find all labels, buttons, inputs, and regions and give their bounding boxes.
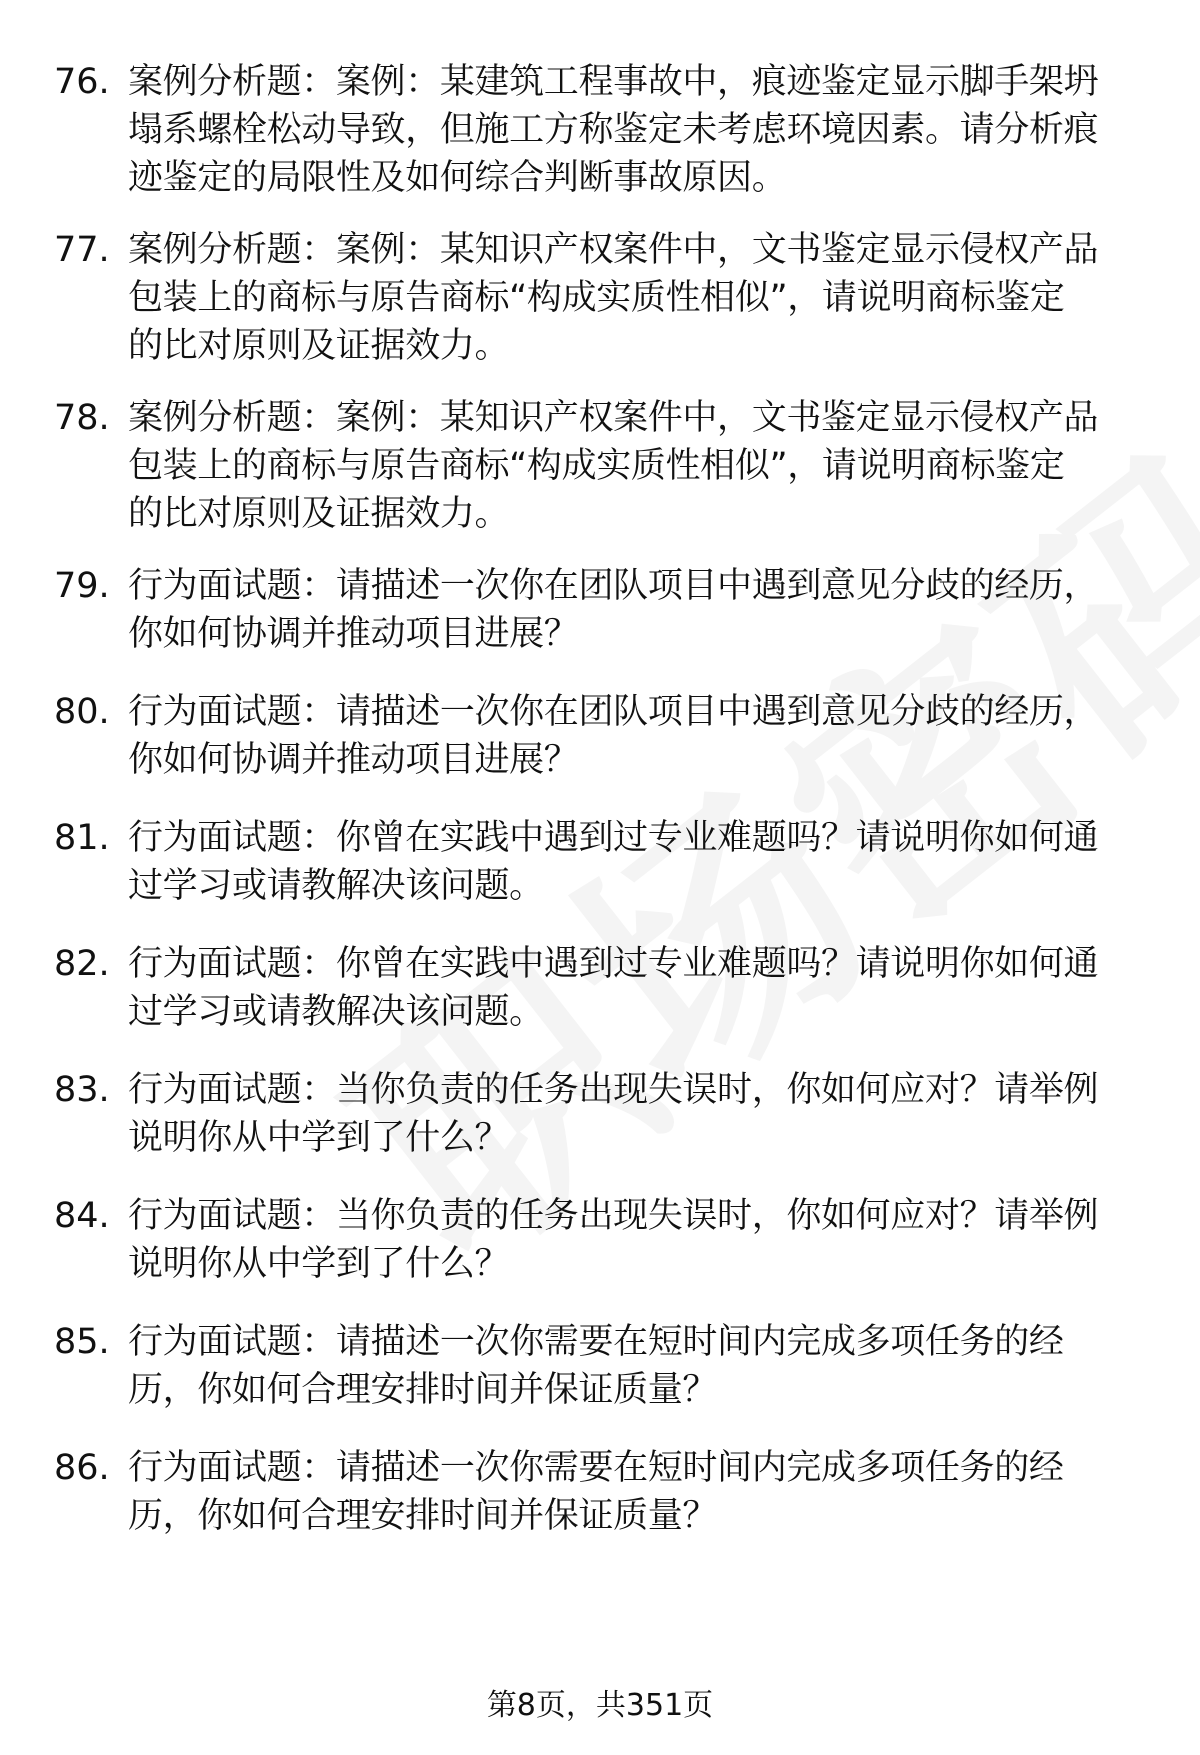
- question-text-line: 行为面试题：请描述一次你在团队项目中遇到意见分歧的经历，: [128, 566, 1099, 606]
- question-text-line: 的比对原则及证据效力。: [128, 326, 510, 366]
- question-number: 86.: [54, 1448, 110, 1488]
- question-text: [128, 226, 1138, 370]
- question-item: [0, 688, 1200, 814]
- question-number: 79.: [54, 566, 110, 606]
- question-text-line: 行为面试题：请描述一次你需要在短时间内完成多项任务的经: [128, 1322, 1064, 1362]
- question-text-line: 塌系螺栓松动导致，但施工方称鉴定未考虑环境因素。请分析痕: [128, 110, 1099, 150]
- question-text-line: 包装上的商标与原告商标“构成实质性相似”，请说明商标鉴定: [128, 446, 1065, 486]
- question-text-line: 历，你如何合理安排时间并保证质量？: [128, 1370, 718, 1410]
- question-item: [0, 814, 1200, 940]
- question-text-line: 行为面试题：请描述一次你在团队项目中遇到意见分歧的经历，: [128, 692, 1099, 732]
- question-text: [128, 562, 1138, 658]
- page-number-footer: 第8页，共351页: [486, 1688, 714, 1723]
- question-text-line: 行为面试题：请描述一次你需要在短时间内完成多项任务的经: [128, 1448, 1064, 1488]
- question-item: [0, 1066, 1200, 1192]
- question-text: [128, 1318, 1138, 1414]
- question-number: 80.: [54, 692, 110, 732]
- question-item: [0, 394, 1200, 562]
- question-text-line: 行为面试题：你曾在实践中遇到过专业难题吗？请说明你如何通: [128, 818, 1099, 858]
- question-item: [0, 1192, 1200, 1318]
- question-list: [0, 58, 1200, 1570]
- question-text-line: 的比对原则及证据效力。: [128, 494, 510, 534]
- question-item: [0, 226, 1200, 394]
- question-text-line: 说明你从中学到了什么？: [128, 1118, 510, 1158]
- question-text-line: 案例分析题：案例：某建筑工程事故中，痕迹鉴定显示脚手架坍: [128, 62, 1099, 102]
- question-text-line: 过学习或请教解决该问题。: [128, 992, 544, 1032]
- question-text-line: 你如何协调并推动项目进展？: [128, 740, 579, 780]
- question-item: [0, 1318, 1200, 1444]
- question-text-line: 行为面试题：当你负责的任务出现失误时，你如何应对？请举例: [128, 1070, 1099, 1110]
- question-text-line: 迹鉴定的局限性及如何综合判断事故原因。: [128, 158, 787, 198]
- question-text-line: 行为面试题：你曾在实践中遇到过专业难题吗？请说明你如何通: [128, 944, 1099, 984]
- question-text: [128, 940, 1138, 1036]
- question-item: [0, 940, 1200, 1066]
- question-number: 78.: [54, 398, 110, 438]
- question-item: [0, 58, 1200, 226]
- question-number: 82.: [54, 944, 110, 984]
- question-text: [128, 688, 1138, 784]
- question-text-line: 案例分析题：案例：某知识产权案件中，文书鉴定显示侵权产品: [128, 230, 1099, 270]
- question-number: 84.: [54, 1196, 110, 1236]
- question-text-line: 你如何协调并推动项目进展？: [128, 614, 579, 654]
- question-number: 76.: [54, 62, 110, 102]
- question-text: [128, 1066, 1138, 1162]
- question-number: 77.: [54, 230, 110, 270]
- question-text-line: 包装上的商标与原告商标“构成实质性相似”，请说明商标鉴定: [128, 278, 1065, 318]
- question-number: 83.: [54, 1070, 110, 1110]
- question-text-line: 行为面试题：当你负责的任务出现失误时，你如何应对？请举例: [128, 1196, 1099, 1236]
- question-text-line: 历，你如何合理安排时间并保证质量？: [128, 1496, 718, 1536]
- question-text-line: 说明你从中学到了什么？: [128, 1244, 510, 1284]
- question-text: [128, 1192, 1138, 1288]
- question-text: [128, 58, 1138, 202]
- question-item: [0, 562, 1200, 688]
- question-text-line: 案例分析题：案例：某知识产权案件中，文书鉴定显示侵权产品: [128, 398, 1099, 438]
- question-number: 85.: [54, 1322, 110, 1362]
- question-text: [128, 394, 1138, 538]
- question-text-line: 过学习或请教解决该问题。: [128, 866, 544, 906]
- question-text: [128, 1444, 1138, 1540]
- question-item: [0, 1444, 1200, 1570]
- question-text: [128, 814, 1138, 910]
- question-number: 81.: [54, 818, 110, 858]
